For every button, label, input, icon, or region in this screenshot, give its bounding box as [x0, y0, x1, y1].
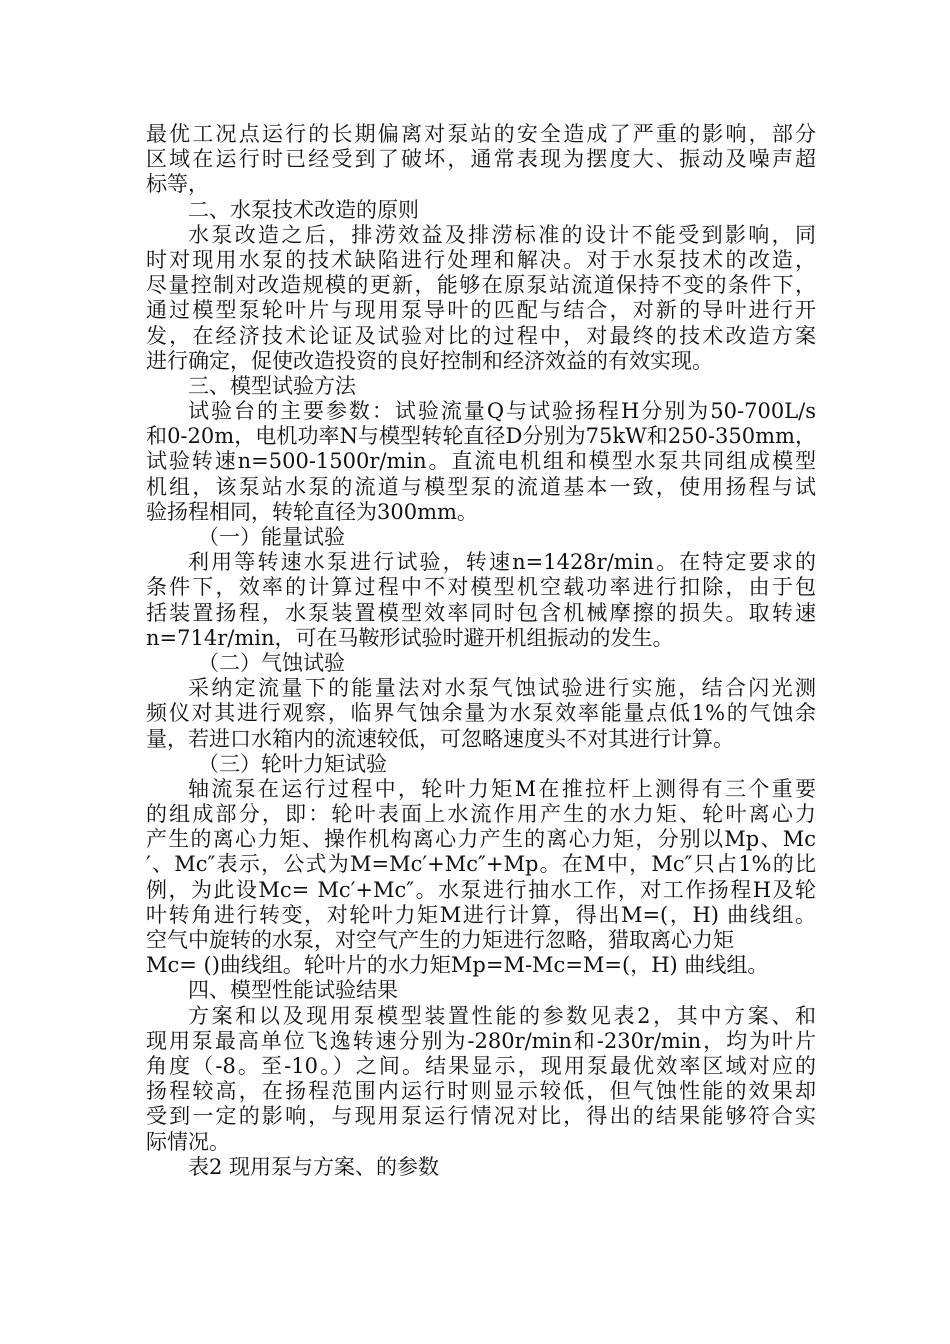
- text-line: 试验台的主要参数：试验流量Q与试验扬程H分别为50-700L/s: [188, 399, 816, 424]
- text-line: 产生的离心力矩、操作机构离心力产生的离心力矩，分别以Mp、Mc: [146, 827, 816, 852]
- text-line: 频仪对其进行观察，临界气蚀余量为水泵效率能量点低1%的气蚀余: [146, 701, 816, 726]
- text-line: 三、模型试验方法: [188, 373, 356, 398]
- text-line: 二、水泵技术改造的原则: [188, 197, 419, 222]
- text-line: 发，在经济技术论证及试验对比的过程中，对最终的技术改造方案: [146, 323, 816, 348]
- text-line: n=714r/min，可在马鞍形试验时避开机组振动的发生。: [146, 625, 674, 650]
- text-line: Mc= ()曲线组。轮叶片的水力矩Mp=M-Mc=M=(，H) 曲线组。: [146, 953, 769, 978]
- text-line: 方案和以及现用泵模型装置性能的参数见表2，其中方案、和: [188, 1003, 816, 1028]
- text-line: 利用等转速水泵进行试验，转速n=1428r/min。在特定要求的: [188, 550, 816, 575]
- text-line: 现用泵最高单位飞逸转速分别为-280r/min和-230r/min，均为叶片: [146, 1028, 816, 1053]
- text-line: 尽量控制对改造规模的更新，能够在原泵站流道保持不变的条件下，: [146, 273, 816, 298]
- text-line: 际情况。: [146, 1129, 230, 1154]
- text-line: 采纳定流量下的能量法对水泵气蚀试验进行实施，结合闪光测: [188, 676, 816, 701]
- text-line: 区域在运行时已经受到了破坏，通常表现为摆度大、振动及噪声超: [146, 147, 816, 172]
- text-line: 扬程较高，在扬程范围内运行时则显示较低，但气蚀性能的效果却: [146, 1079, 816, 1104]
- text-line: （三）轮叶力矩试验: [198, 751, 387, 776]
- text-line: 四、模型性能试验结果: [188, 978, 398, 1003]
- text-line: 最优工况点运行的长期偏离对泵站的安全造成了严重的影响，部分: [146, 122, 816, 146]
- text-line: 水泵改造之后，排涝效益及排涝标准的设计不能受到影响，同: [188, 222, 816, 247]
- text-line: 和0-20m，电机功率N与模型转轮直径D分别为75kW和250-350mm，: [146, 424, 816, 449]
- text-line: 叶转角进行转变，对轮叶力矩M进行计算，得出M=(，H) 曲线组。: [146, 902, 816, 927]
- text-line: 验扬程相同，转轮直径为300mm。: [146, 499, 478, 524]
- text-line: 条件下，效率的计算过程中不对模型机空载功率进行扣除，由于包: [146, 575, 816, 600]
- text-line: 试验转速n=500-1500r/min。直流电机组和模型水泵共同组成模型: [146, 449, 816, 474]
- text-line: （一）能量试验: [198, 525, 345, 549]
- text-line: 时对现用水泵的技术缺陷进行处理和解决。对于水泵技术的改造，: [146, 247, 816, 272]
- text-line: 的组成部分，即：轮叶表面上水流作用产生的水力矩、轮叶离心力: [146, 802, 816, 827]
- text-line: 轴流泵在运行过程中，轮叶力矩M在推拉杆上测得有三个重要: [188, 776, 816, 801]
- text-line: 机组，该泵站水泵的流道与模型泵的流道基本一致，使用扬程与试: [146, 474, 816, 499]
- text-line: 通过模型泵轮叶片与现用泵导叶的匹配与结合，对新的导叶进行开: [146, 298, 816, 323]
- text-line: （二）气蚀试验: [198, 650, 345, 675]
- text-line: ′、Mc″表示，公式为M=Mc′+Mc″+Mp。在M中，Mc″只占1%的比: [146, 852, 816, 877]
- text-line: 例，为此设Mc= Mc′+Mc″。水泵进行抽水工作，对工作扬程H及轮: [146, 877, 816, 902]
- text-line: 括装置扬程，水泵装置模型效率同时包含机械摩擦的损失。取转速: [146, 600, 816, 625]
- document-body: [146, 122, 816, 1180]
- text-line: 表2 现用泵与方案、的参数: [188, 1154, 440, 1179]
- text-line: 空气中旋转的水泵，对空气产生的力矩进行忽略，猎取离心力矩: [146, 928, 734, 952]
- text-line: 标等，: [146, 172, 209, 197]
- text-line: 进行确定，促使改造投资的良好控制和经济效益的有效实现。: [146, 348, 713, 373]
- text-line: 角度（-8。至-10。）之间。结果显示，现用泵最优效率区域对应的: [146, 1053, 816, 1078]
- text-line: 受到一定的影响，与现用泵运行情况对比，得出的结果能够符合实: [146, 1104, 816, 1129]
- text-line: 量，若进口水箱内的流速较低，可忽略速度头不对其进行计算。: [146, 726, 734, 751]
